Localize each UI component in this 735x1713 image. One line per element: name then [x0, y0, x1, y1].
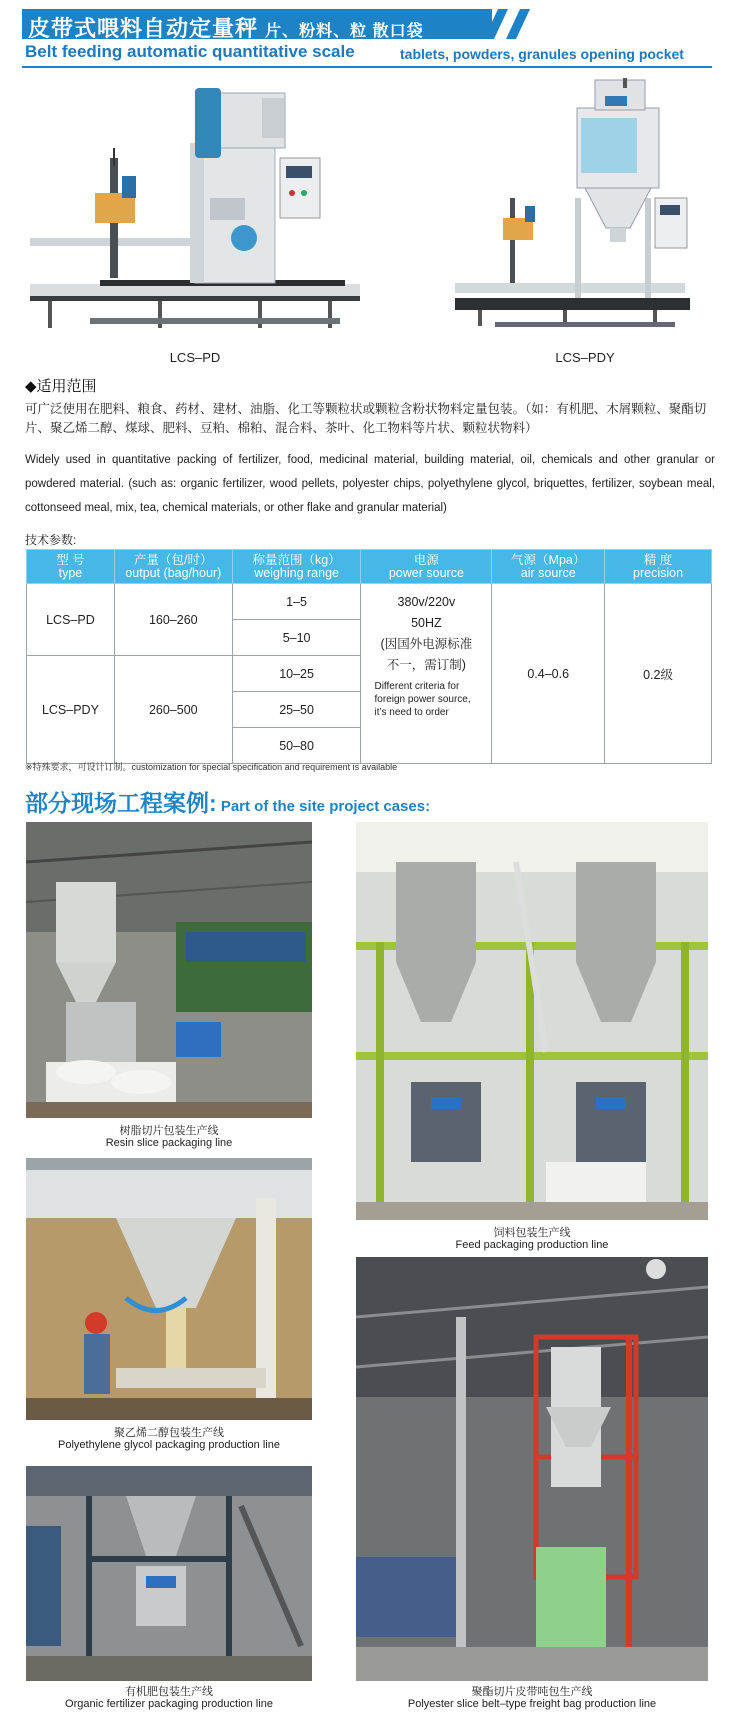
case-caption-organic-fertilizer: 有机肥包装生产线 Organic fertilizer packaging production line: [65, 1686, 273, 1710]
case-photo-feed-packaging: [356, 822, 708, 1220]
cell-air: 0.4–0.6: [492, 584, 605, 764]
cell-type: LCS–PDY: [27, 656, 115, 764]
page-subtitle-en: tablets, powders, granules opening pocket: [400, 46, 684, 62]
page-title-cn: 皮带式喂料自动定量秤 片、粉料、粒 散口袋: [28, 16, 424, 41]
machine-lcs-pdy-image: [455, 78, 705, 338]
cell-range: 10–25: [232, 656, 361, 692]
header-rule: [22, 66, 712, 68]
model-caption-lcs-pdy: LCS–PDY: [555, 350, 615, 365]
cell-range: 1–5: [232, 584, 361, 620]
case-photo-organic-fertilizer: [26, 1466, 312, 1681]
power-note: Different criteria for foreign power source, it’s need to order: [374, 681, 471, 718]
cell-range: 25–50: [232, 692, 361, 728]
specs-footnote: ※特殊要求，可设计订制。customization for special specification and requirement is available: [25, 762, 398, 772]
table-row: [27, 584, 712, 620]
case-caption-feed-packaging: 饲料包装生产线 Feed packaging production line: [455, 1227, 609, 1251]
specs-label: 技术参数:: [25, 533, 77, 547]
cases-heading: 部分现场工程案例: Part of the site project cases:: [25, 790, 431, 816]
header-stripes: [440, 9, 540, 39]
col-header-output: 产量（包/时） output (bag/hour): [114, 550, 232, 584]
col-header-air: 气源（Mpa） air source: [492, 550, 605, 584]
case-caption-polyester-ton-bag: 聚酯切片皮带吨包生产线 Polyester slice belt–type freight bag production line: [407, 1686, 657, 1710]
application-text-en: Widely used in quantitative packing of fertilizer, food, medicinal material, building material, oil, chemicals and other granular or powdered material. (such as: organic fertilizer, wood pellets, polyester chips, polyethylene glycol, briquettes, fertilizer, soybean meal, cottonseed meal, mix, tea, chemical materials, or other flake and granular material): [25, 454, 715, 514]
cell-output: 260–500: [114, 656, 232, 764]
cell-type: LCS–PD: [27, 584, 115, 656]
col-header-weighing-range: 称量范围（kg） weighing range: [232, 550, 361, 584]
machine-lcs-pd-image: [30, 88, 360, 343]
case-caption-peg: 聚乙烯二醇包装生产线 Polyethylene glycol packaging production line: [58, 1427, 280, 1451]
cell-precision: 0.2级: [605, 584, 712, 764]
specs-table: [26, 549, 712, 764]
page-title-en: Belt feeding automatic quantitative scale: [25, 42, 355, 61]
specs-header-row: [27, 550, 712, 584]
case-photo-peg: [26, 1158, 312, 1420]
model-caption-lcs-pd: LCS–PD: [169, 350, 221, 365]
col-header-type: 型 号 type: [27, 550, 115, 584]
cell-range: 50–80: [232, 728, 361, 764]
col-header-precision: 精 度 precision: [605, 550, 712, 584]
cell-output: 160–260: [114, 584, 232, 656]
case-photo-resin-slice: [26, 822, 312, 1118]
application-text-cn: 可广泛使用在肥料、粮食、药材、建材、油脂、化工等颗粒状或颗粒含粉状物料定量包装。（如：有机肥、木屑颗粒、聚酯切片、聚乙烯二醇、煤球、肥料、豆粕、棉粕、混合料、茶叶、化工物料等片状、颗粒状物料）: [25, 402, 707, 435]
cell-range: 5–10: [232, 620, 361, 656]
application-heading: ◆适用范围: [25, 378, 97, 395]
case-photo-polyester-ton-bag: [356, 1257, 708, 1681]
col-header-power: 电源 power source: [361, 550, 492, 584]
case-caption-resin-slice: 树脂切片包装生产线 Resin slice packaging line: [105, 1125, 233, 1149]
cell-power: 380v/220v 50HZ (因国外电源标准 不一，需订制) Different criteria for foreign power source, it’s need to order: [361, 584, 492, 764]
